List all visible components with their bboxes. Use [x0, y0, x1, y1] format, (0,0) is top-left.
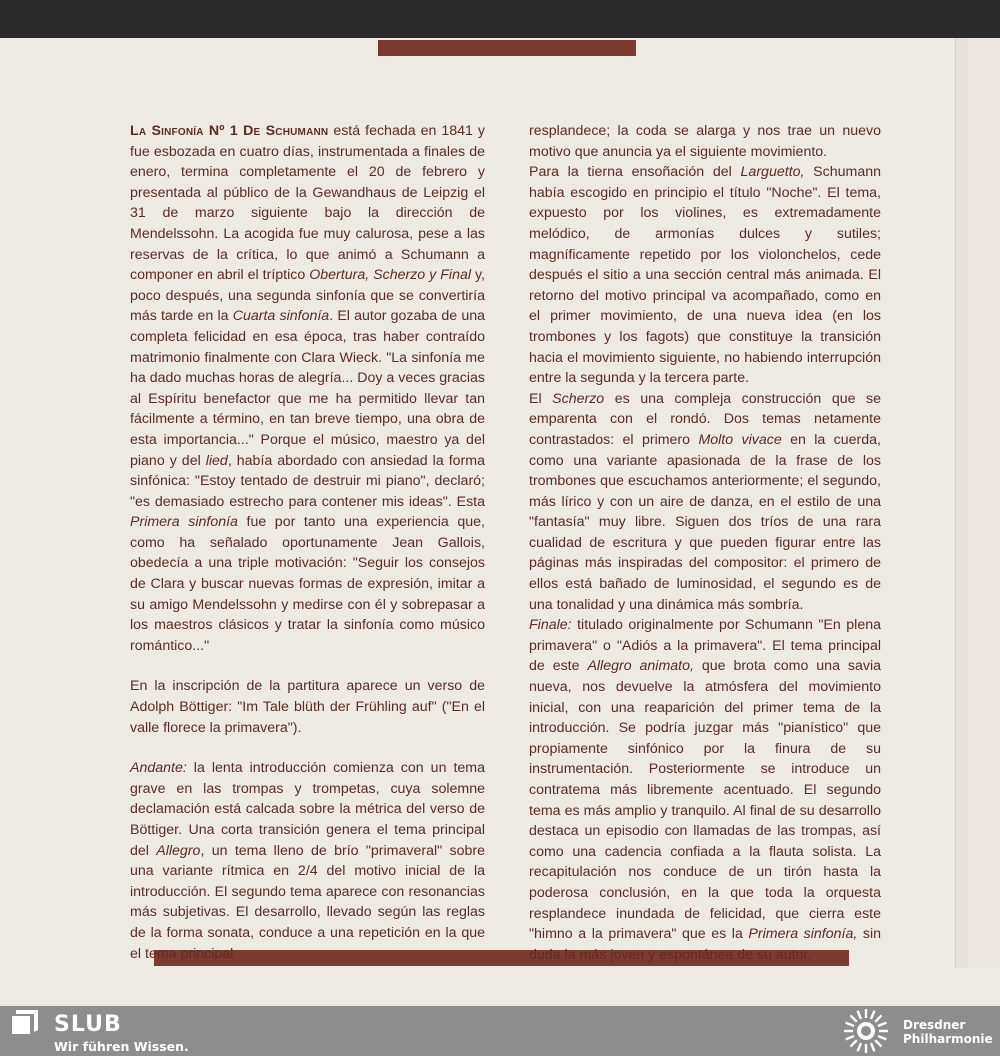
text-run: Para la tierna ensoñación del [529, 164, 741, 181]
intro-paragraph [130, 121, 485, 656]
text-run: sin duda la más joven y espontánea de su autor. [529, 926, 882, 963]
italic-word: lied [205, 452, 228, 469]
dresdner-philharmonie-label[interactable] [903, 1018, 993, 1046]
movement-label: Finale: [529, 617, 572, 634]
text-run: la lenta introducción comienza con un tema grave en las trompas y trompetas, cuya solemne declamación está calcada sobre la métrica del verso de Böttiger. Una corta transición genera el tema principal del [130, 760, 485, 859]
dresdner-philharmonie-logo-icon [843, 1008, 889, 1054]
larguetto-paragraph [529, 162, 881, 389]
italic-title: Obertura, Scherzo y Final [309, 267, 472, 284]
text-run: titulado originalmente por Schumann "En plena primavera" o "Adiós a la primavera". El tema principal de este [529, 617, 881, 675]
italic-word: Allegro [156, 842, 201, 859]
slub-subtitle: Wir führen Wissen. [54, 1039, 189, 1054]
text-run: es una compleja construcción que se emparenta con el rondó. Dos temas netamente contrastados: el primero [529, 390, 882, 448]
dp-line1: Dresdner [903, 1018, 966, 1032]
movement-label: Larguetto, [740, 164, 805, 181]
italic-word: Allegro animato, [587, 658, 694, 675]
italic-title: Primera sinfonía, [748, 926, 858, 943]
andante-paragraph [130, 758, 485, 964]
text-run: y, poco después, una segunda sinfonía que se convertiría más tarde en la [130, 267, 485, 325]
text-run: El [529, 390, 553, 407]
top-decorative-bar [378, 40, 636, 56]
page-edge-inner [968, 38, 1000, 968]
text-run: fue por tanto una experiencia que, como ha señalado oportunamente Jean Gallois, obedecía a una triple motivación: "Seguir los consejos de Clara y buscar nuevas formas de expresión, imitar a su amigo Mendelssohn y medirse con él y sobrepasar a los maestros clásicos y tratar la sinfonía como músico romántico..." [130, 514, 486, 654]
left-text-column [130, 121, 485, 964]
text-run: , un tema lleno de brío "primaveral" sobre una variante rítmica en 2/4 del motivo inicial de la introducción. El segundo tema aparece con resonancias más subjetivas. El desarrollo, llevado según las reglas de la forma sonata, conduce a una repetición en la que el tema principal [130, 842, 485, 962]
right-text-column [529, 121, 881, 965]
inscription-paragraph: En la inscripción de la partitura aparece un verso de Adolph Böttiger: "Im Tale blüth der Frühling auf" ("En el valle florece la primavera"). [130, 678, 485, 736]
coda-paragraph: resplandece; la coda se alarga y nos trae un nuevo motivo que anuncia ya el siguiente movimiento. [529, 123, 881, 160]
text-run: , había abordado con ansiedad la forma sinfónica: "Estoy tentado de destruir mi piano", declaró; "es demasiado estrecho para contener mis ideas". Esta [130, 452, 485, 510]
text-run: en la cuerda, como una variante apasionada de la frase de los trombones que escuchamos anteriormente; el segundo, más lírico y con un aire de danza, en el estilo de una "fantasía" muy libre. Siguen dos tríos de una rara cualidad de escritura y que pueden figurar entre las páginas más inspiradas del compositor: el primero de ellos está bañado de luminosidad, el segundo es de una tonalidad y una dinámica más sombría. [529, 431, 881, 613]
text-run: está fechada en 1841 y fue esbozada en cuatro días, instrumentada a finales de enero, termina completamente el 20 de febrero y presentada al público de la Gewandhaus de Leipzig el 31 de marzo siguiente bajo la dirección de Mendelssohn. La acogida fue muy calurosa, pese a las reservas de la crítica, lo que animó a Schumann a componer en abril el tríptico [130, 123, 486, 284]
movement-label: Scherzo [552, 390, 605, 407]
finale-paragraph [529, 615, 881, 965]
article-heading: La Sinfonía Nº 1 De Schumann [130, 123, 329, 139]
scherzo-paragraph [529, 389, 881, 616]
dp-line2: Philharmonie [903, 1032, 993, 1046]
text-run: que brota como una savia nueva, nos devuelve la atmósfera del movimiento inicial, con una reaparición del primer tema de la introducción. Se podría juzgar más "pianístico" que propiamente sinfónico por la finura de su instrumentación. Posteriormente se introduce un contratema más libremente acentuado. El segundo tema es más amplio y tranquilo. Al final de su desarrollo destaca un episodio con llamadas de las trompas, así como una cadencia confiada a la flauta solista. La recapitulación nos conduce de un tirón hasta la poderosa conclusión, en la que toda la orquesta resplandece inundada de felicidad, que cierra este "himno a la primavera" que es la [529, 658, 882, 943]
slub-logo-icon [12, 1010, 40, 1034]
movement-label: Andante: [130, 760, 187, 777]
italic-title: Cuarta sinfonía [232, 308, 330, 325]
text-run: Schumann había escogido en principio el título "Noche". El tema, expuesto por los violines, es extremadamente melódico, de armonías dulces y sutiles; magníficamente repetido por los violonchelos, cede después el sitio a una sección central más animada. El retorno del motivo principal va acompañado, como en el primer movimiento, de una nueva idea (en los trombones y los fagots) que constituye la transición hacia el movimiento siguiente, no habiendo interrupción entre la segunda y la tercera parte. [529, 164, 881, 387]
italic-word: Molto vivace [698, 431, 782, 448]
slub-title[interactable]: SLUB [54, 1012, 122, 1037]
italic-title: Primera sinfonía [130, 514, 238, 531]
text-run: . El autor gozaba de una completa felicidad en esa época, tras haber contraído matrimonio finalmente con Clara Wieck. "La sinfonía me ha dado muchas horas de alegría... Doy a veces gracias al Espíritu benefactor que me ha permitido llevar tan fácilmente a término, en tan breve tiempo, una obra de esta importancia..." Porque el músico, maestro ya del piano y del [130, 308, 486, 469]
